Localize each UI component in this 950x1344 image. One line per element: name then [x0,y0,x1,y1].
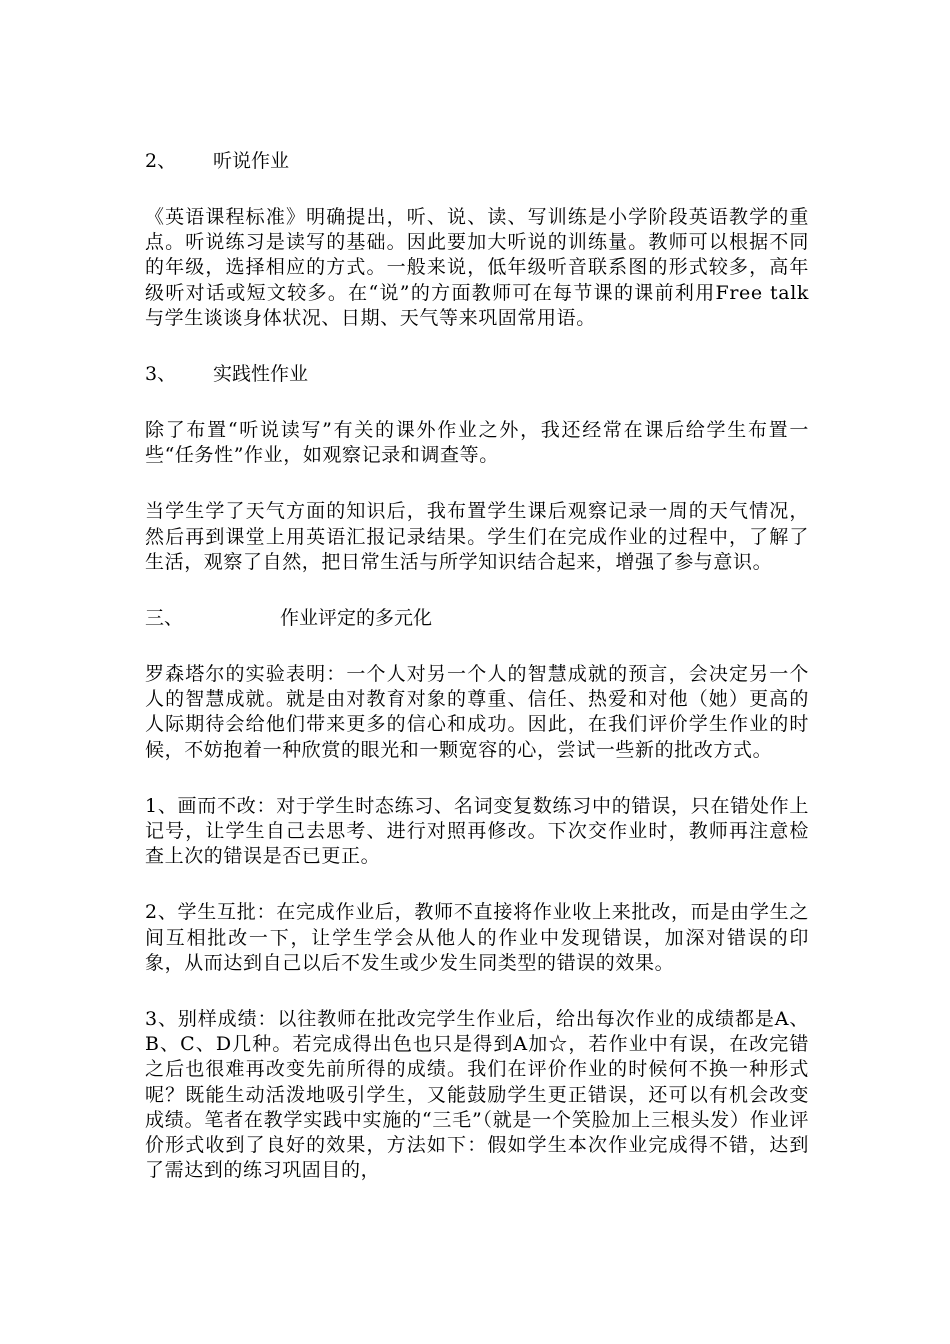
document-page [145,149,809,1183]
section-title: 听说作业 [213,150,290,172]
section-number: 3、 [145,363,177,386]
paragraph-listening-speaking: 《英语课程标准》明确提出，听、说、读、写训练是小学阶段英语教学的重点。听说练习是读写的基础。因此要加大听说的训练量。教师可以根据不同的年级，选择相应的方式。一般来说，低年级听音联系图的形式较多，高年级听对话或短文较多。在“说”的方面教师可在每节课的课前利用Free talk 与学生谈谈身体状况、日期、天气等来巩固常用语。 [145,206,809,329]
paragraph-practical-1: 除了布置“听说读写”有关的课外作业之外，我还经常在课后给学生布置一些“任务性”作业，如观察记录和调查等。 [145,419,809,467]
section-title: 作业评定的多元化 [280,607,433,630]
section-title: 实践性作业 [213,363,309,386]
major-heading-3 [145,606,809,631]
section-number: 2、 [145,150,177,172]
paragraph-item-3: 3、别样成绩：以往教师在批改完学生作业后，给出每次作业的成绩都是A、B、C、D几种。若完成得出色也只是得到A加☆，若作业中有误，在改完错之后也很难再改变先前所得的成绩。我们在评价作业的时候何不换一种形式呢？既能生动活泼地吸引学生，又能鼓励学生更正错误，还可以有机会改变成绩。笔者在教学实践中实施的“三毛”（就是一个笑脸加上三根头发）作业评价形式收到了良好的效果，方法如下：假如学生本次作业完成得不错，达到了需达到的练习巩固目的， [145,1008,809,1182]
paragraph-practical-2: 当学生学了天气方面的知识后，我布置学生课后观察记录一周的天气情况，然后再到课堂上用英语汇报记录结果。学生们在完成作业的过程中，了解了生活，观察了自然，把日常生活与所学知识结合起来，增强了参与意识。 [145,500,809,573]
paragraph-rosenthal: 罗森塔尔的实验表明：一个人对另一个人的智慧成就的预言，会决定另一个人的智慧成就。就是由对教育对象的尊重、信任、热爱和对他（她）更高的人际期待会给他们带来更多的信心和成功。因此，在我们评价学生作业的时候，不妨抱着一种欣赏的眼光和一颗宽容的心，尝试一些新的批改方式。 [145,663,809,761]
section-number: 三、 [145,607,184,630]
paragraph-item-1: 1、画而不改：对于学生时态练习、名词变复数练习中的错误，只在错处作上记号，让学生自己去思考、进行对照再修改。下次交作业时，教师再注意检查上次的错误是否已更正。 [145,794,809,868]
section-heading-3 [145,362,809,387]
paragraph-item-2: 2、学生互批：在完成作业后，教师不直接将作业收上来批改，而是由学生之间互相批改一下，让学生学会从他人的作业中发现错误，加深对错误的印象，从而达到自己以后不发生或少发生同类型的错误的效果。 [145,901,809,974]
section-heading-2 [145,149,809,174]
